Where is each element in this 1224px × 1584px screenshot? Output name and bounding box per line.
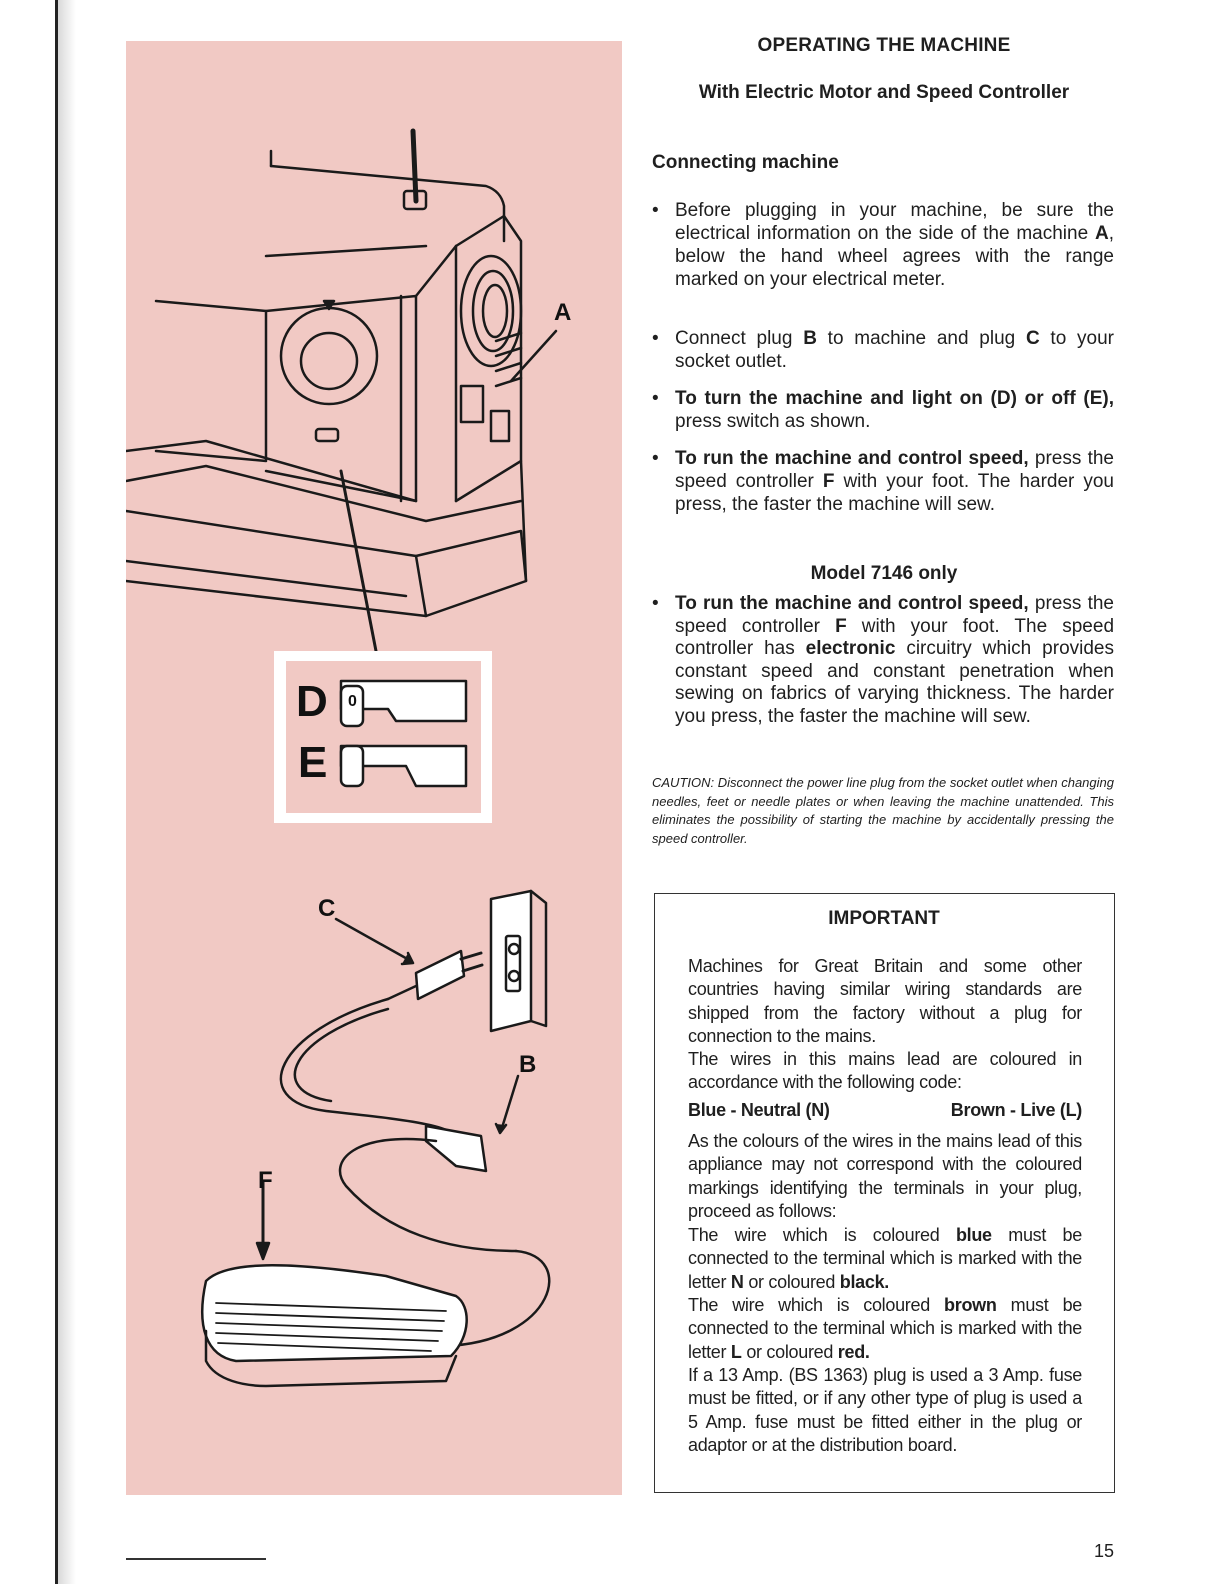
bottom-rule xyxy=(126,1558,266,1560)
page-subtitle: With Electric Motor and Speed Controller xyxy=(698,82,1070,103)
bullet-text: to machine and plug xyxy=(816,328,1026,349)
callout-b: B xyxy=(519,1051,537,1078)
sewing-machine-illustration xyxy=(126,41,622,1495)
rule-text: must be connected to the terminal which is marked with the letter xyxy=(688,1225,1082,1292)
bullet-text: to your socket outlet. xyxy=(675,328,1114,372)
rule-bold: L xyxy=(730,1341,742,1362)
page-title: OPERATING THE MACHINE xyxy=(757,35,1011,56)
bullet-bold: B xyxy=(803,328,817,349)
blue-wire-rule xyxy=(688,1224,1082,1294)
bullet-bold: C xyxy=(1025,328,1040,349)
brown-wire-rule xyxy=(688,1294,1082,1364)
bullet-text: press the speed controller xyxy=(675,593,1114,637)
bullet-text: with your foot. The speed controller has xyxy=(675,615,1115,659)
bullet-text: Before plugging in your machine, be sure the electrical information on the side of the machine xyxy=(675,200,1114,244)
bullet-text: circuitry which provides constant speed and constant penetration when sewing on fabrics of varying thickness. The harder you press, the faster the machine will sew. xyxy=(675,638,1114,727)
page-number: 15 xyxy=(1094,1541,1115,1561)
bullet-bold: F xyxy=(835,615,847,637)
rule-text: or coloured xyxy=(741,1341,838,1362)
wire-colour-code xyxy=(688,1100,1082,1124)
rule-text: must be connected to the terminal which is marked with the letter xyxy=(688,1295,1082,1362)
callout-f: F xyxy=(258,1167,273,1194)
bullet-bold: To turn the machine and light on (D) or off (E), xyxy=(675,388,1114,409)
rule-text: The wire which is coloured xyxy=(688,1295,945,1315)
caution-note: CAUTION: Disconnect the power line plug from the socket outlet when changing needles, feet or needle plates or when leaving the machine unattended. This eliminates the possibility of starting the machine by accidentally pressing the speed controller. xyxy=(652,775,1114,846)
bullet-item: • Connect plug B to machine and plug C to your socket outlet. xyxy=(652,328,1114,372)
bullet-bold: F xyxy=(822,471,835,492)
important-para-3: As the colours of the wires in the mains lead of this appliance may not correspond with the coloured markings identifying the terminals in your plug, proceed as follows: xyxy=(688,1131,1082,1221)
page-binding-shadow xyxy=(58,0,76,1584)
bullet-text: press the speed controller xyxy=(675,448,1114,492)
important-para-2: The wires in this mains lead are coloured in accordance with the following code: xyxy=(688,1049,1082,1093)
important-para-1: Machines for Great Britain and some other countries having similar wiring standards are shipped from the factory without a plug for connection to the mains. xyxy=(688,956,1082,1046)
bullet-text: , below the hand wheel agrees with the range marked on your electrical meter. xyxy=(675,223,1114,290)
bullet-text: press switch as shown. xyxy=(675,411,871,432)
bullet-bold: A xyxy=(1094,223,1109,244)
fuse-note: If a 13 Amp. (BS 1363) plug is used a 3 Amp. fuse must be fitted, or if any other type of plug is used a 5 Amp. fuse must be fitted either in the plug or adaptor or at the distribution board. xyxy=(688,1365,1082,1455)
model-bullet: • To run the machine and control speed, press the speed controller F with your foot. The speed controller has electronic circuitry which provides constant speed and constant penetration when sewing on fabrics of varying thickness. The harder you press, the faster the machine will sew. xyxy=(652,593,1115,727)
bullet-item: • To turn the machine and light on (D) or off (E), press switch as shown. xyxy=(652,388,1114,432)
rule-bold: N xyxy=(730,1271,744,1292)
bullet-bold: To run the machine and control speed, xyxy=(675,448,1029,469)
section-heading: Connecting machine xyxy=(652,152,839,173)
switch-label-d: D xyxy=(296,677,328,726)
bullet-bold: electronic xyxy=(805,638,896,659)
rule-text: The wire which is coloured xyxy=(688,1225,956,1245)
bullet-bold: To run the machine and control speed, xyxy=(675,593,1029,614)
bullet-item: • Before plugging in your machine, be sure the electrical information on the side of the machine A, below the hand wheel agrees with the range marked on your electrical meter. xyxy=(652,200,1114,290)
neutral-code: Blue - Neutral (N) xyxy=(688,1100,830,1120)
bullet-item: • To run the machine and control speed, press the speed controller F with your foot. The harder you press, the faster the machine will sew. xyxy=(652,448,1114,515)
bullet-text: with your foot. The harder you press, the faster the machine will sew. xyxy=(675,471,1114,515)
switch-zero-mark: 0 xyxy=(348,693,357,710)
rule-bold: blue xyxy=(955,1225,992,1245)
important-title: IMPORTANT xyxy=(828,908,940,929)
callout-c: C xyxy=(318,895,336,922)
rule-bold: black. xyxy=(839,1271,890,1292)
switch-label-e: E xyxy=(298,738,328,787)
bullet-text: Connect plug xyxy=(675,328,804,349)
model-heading: Model 7146 only xyxy=(810,563,958,584)
rule-bold: brown xyxy=(944,1295,997,1315)
illustration-panel xyxy=(126,41,622,1495)
callout-a: A xyxy=(554,299,572,326)
rule-bold: red. xyxy=(837,1341,870,1362)
live-code: Brown - Live (L) xyxy=(950,1100,1082,1120)
rule-text: or coloured xyxy=(743,1271,840,1292)
